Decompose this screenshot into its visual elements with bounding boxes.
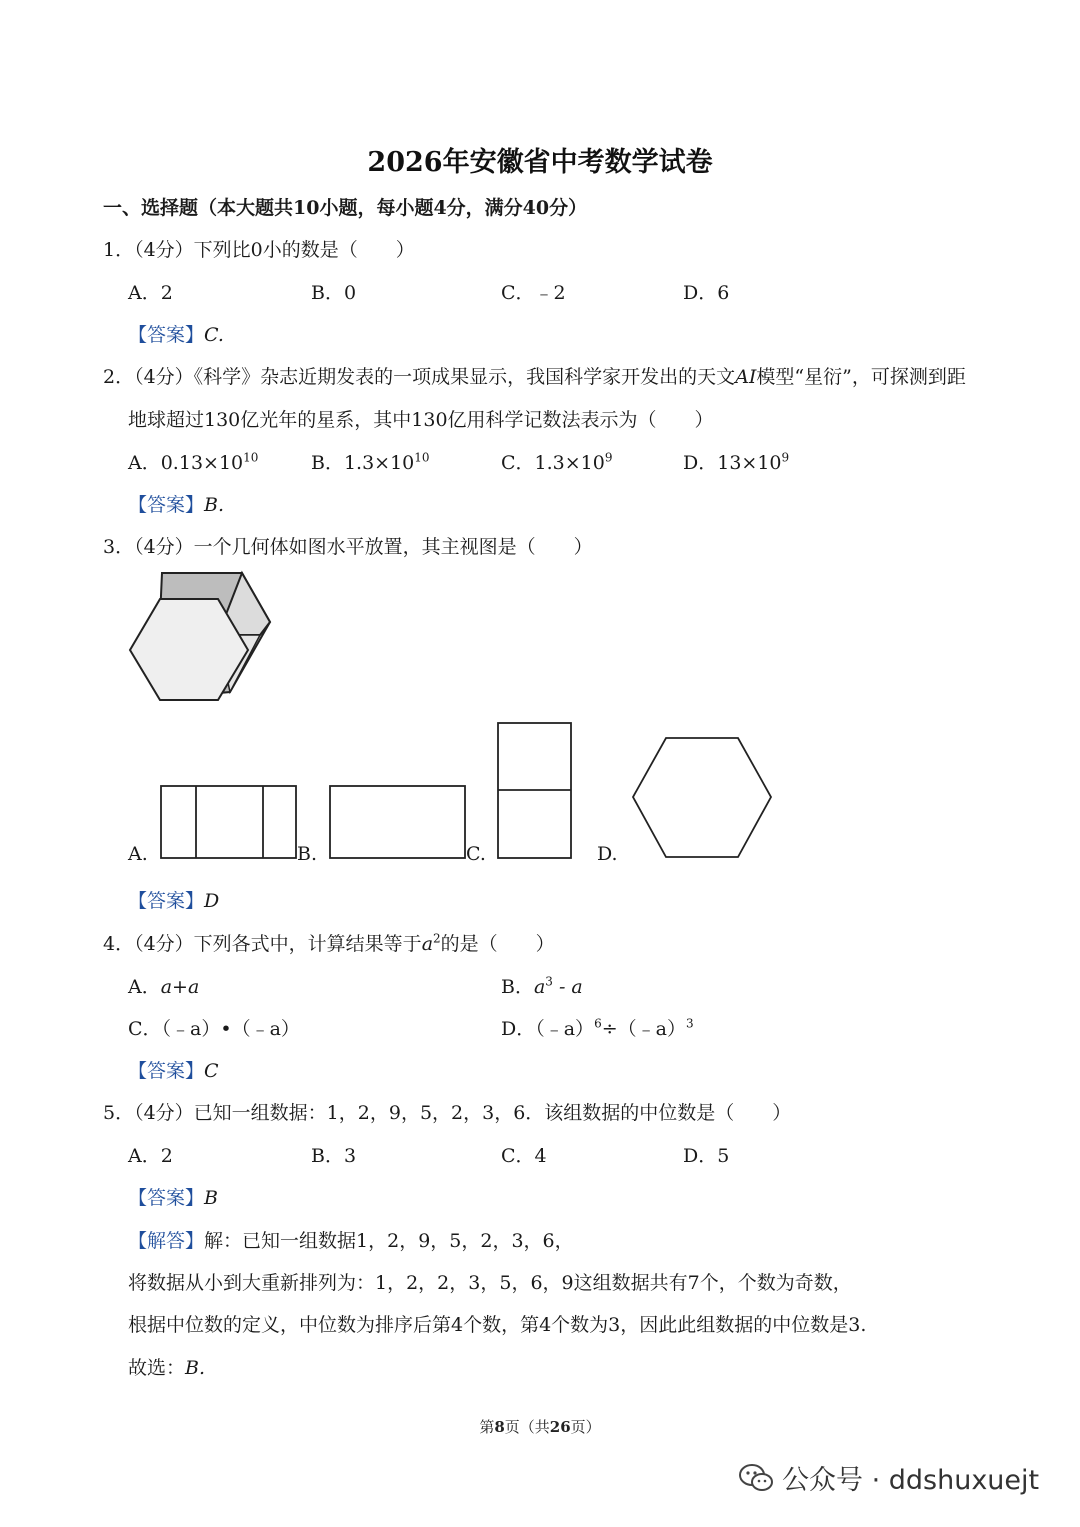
q5-solution-line1: 解：已知一组数据1，2，9，5，2，3，6， — [204, 1230, 574, 1252]
q4-option-d-expr1: （﹣a） — [535, 1018, 595, 1040]
q4-stem-part-a: 4．（4分）下列各式中，计算结果等于 — [103, 933, 422, 955]
answer-value: B — [204, 1187, 218, 1209]
q2-option-d — [683, 451, 789, 475]
watermark — [738, 1458, 1039, 1497]
footer-pre: 第 — [479, 1418, 495, 1436]
q4-option-c-label: C． — [128, 1018, 162, 1040]
q2-option-a-label: A．0.13×10 — [128, 452, 244, 474]
q4-option-d-div: ÷（﹣a） — [601, 1018, 686, 1040]
q4-option-a-label: A． — [128, 976, 161, 998]
q2-option-a — [128, 451, 258, 475]
q5-option-a: A．2 — [128, 1145, 173, 1167]
q5-solution — [128, 1229, 574, 1253]
q3-option-c-figure — [497, 722, 573, 860]
q5-solution-line2: 将数据从小到大重新排列为：1，2，2，3，5，6，9这组数据共有7个，个数为奇数， — [128, 1272, 852, 1294]
answer-value: D — [204, 890, 220, 912]
q5-option-d: D．5 — [683, 1145, 730, 1167]
question-4-stem — [103, 932, 555, 956]
q2-option-b-label: B．1.3×10 — [311, 452, 415, 474]
question-2-stem — [103, 365, 966, 389]
solution-tag: 【解答】 — [128, 1230, 205, 1252]
q4-option-a-expr: a+a — [160, 976, 200, 998]
answer-tag: 【答案】 — [128, 1060, 205, 1082]
q2-option-c — [501, 451, 613, 475]
q4-option-d-label: D． — [501, 1018, 536, 1040]
q4-option-d-exp2: 3 — [685, 1016, 694, 1031]
q5-answer — [128, 1186, 218, 1210]
q2-option-a-exp: 10 — [243, 450, 259, 465]
answer-tag: 【答案】 — [128, 324, 205, 346]
q4-stem-part-b: 的是（ ） — [440, 933, 555, 955]
q1-option-d: D．6 — [683, 282, 730, 304]
answer-value: B. — [204, 494, 225, 516]
footer-total-pages: 26 — [549, 1418, 571, 1436]
q3-option-a: A. — [128, 843, 148, 865]
q2-option-c-label: C．1.3×10 — [501, 452, 605, 474]
q2-answer — [128, 493, 224, 517]
q3-option-a-figure — [160, 785, 298, 860]
q1-option-c: C．﹣2 — [501, 282, 566, 304]
q5-solution-line3: 根据中位数的定义，中位数为排序后第4个数，第4个数为3，因此此组数据的中位数是3. — [128, 1314, 867, 1336]
q4-stem-exp: 2 — [433, 931, 441, 946]
q4-option-b-exp: 3 — [545, 974, 553, 989]
answer-value: C — [204, 1060, 219, 1082]
wechat-icon — [738, 1463, 774, 1493]
question-5-stem: 5．（4分）已知一组数据：1，2，9，5，2，3，6．该组数据的中位数是（ ） — [103, 1102, 792, 1124]
q2-option-d-label: D．13×10 — [683, 452, 782, 474]
answer-value: C. — [204, 324, 224, 346]
question-1-stem: 1．（4分）下列比0小的数是（ ） — [103, 239, 415, 261]
q1-option-b: B．0 — [311, 282, 357, 304]
q5-solution-line4-b: B. — [185, 1357, 206, 1379]
q4-option-a — [128, 975, 199, 999]
footer-mid: 页（共 — [504, 1418, 550, 1436]
q2-stem-ai: AI — [735, 366, 757, 388]
q4-option-d — [501, 1017, 694, 1041]
q2-option-d-exp: 9 — [781, 450, 790, 465]
answer-tag: 【答案】 — [128, 890, 205, 912]
q5-solution-line4 — [128, 1356, 205, 1380]
answer-tag: 【答案】 — [128, 494, 205, 516]
footer-page-number: 8 — [494, 1418, 505, 1436]
q3-option-b: B. — [297, 843, 318, 865]
q4-option-b-rest: - a — [552, 976, 583, 998]
q3-option-d: D. — [597, 843, 618, 865]
q4-option-c — [128, 1017, 300, 1041]
section-heading: 一、选择题（本大题共10小题，每小题4分，满分40分） — [103, 197, 588, 219]
q3-option-b-figure — [329, 785, 467, 860]
question-3-stem: 3．（4分）一个几何体如图水平放置，其主视图是（ ） — [103, 536, 593, 558]
watermark-text: 公众号 · ddshuxuejt — [782, 1465, 1040, 1496]
q1-option-a: A．2 — [128, 282, 173, 304]
answer-tag: 【答案】 — [128, 1187, 205, 1209]
q5-solution-line4-a: 故选： — [128, 1357, 186, 1379]
q2-stem-part-a: 2．（4分）《科学》杂志近期发表的一项成果显示，我国科学家开发出的天文 — [103, 366, 736, 388]
q5-option-b: B．3 — [311, 1145, 357, 1167]
q2-option-c-exp: 9 — [604, 450, 613, 465]
q4-option-b — [501, 975, 583, 999]
q3-option-d-figure — [630, 736, 774, 860]
q2-option-b-exp: 10 — [414, 450, 430, 465]
q2-option-b — [311, 451, 430, 475]
q2-stem-part-b: 模型“星衍”，可探测到距 — [756, 366, 966, 388]
q5-option-c: C．4 — [501, 1145, 547, 1167]
q4-option-c-expr: （﹣a）•（﹣a） — [161, 1018, 300, 1040]
footer-post: 页） — [570, 1418, 601, 1436]
q4-stem-var: a — [421, 933, 434, 955]
q3-option-c: C. — [466, 843, 486, 865]
q4-answer — [128, 1059, 219, 1083]
question-2-stem-line2: 地球超过130亿光年的星系，其中130亿用科学记数法表示为（ ） — [128, 409, 714, 431]
page-footer — [0, 1416, 1080, 1437]
hexagonal-prism-figure — [120, 566, 280, 706]
q4-option-b-var: a — [533, 976, 546, 998]
q4-option-b-label: B． — [501, 976, 534, 998]
q1-answer — [128, 323, 224, 347]
q3-answer — [128, 889, 219, 913]
page-title: 2026年安徽省中考数学试卷 — [367, 147, 713, 178]
q4-option-d-exp1: 6 — [594, 1016, 602, 1031]
